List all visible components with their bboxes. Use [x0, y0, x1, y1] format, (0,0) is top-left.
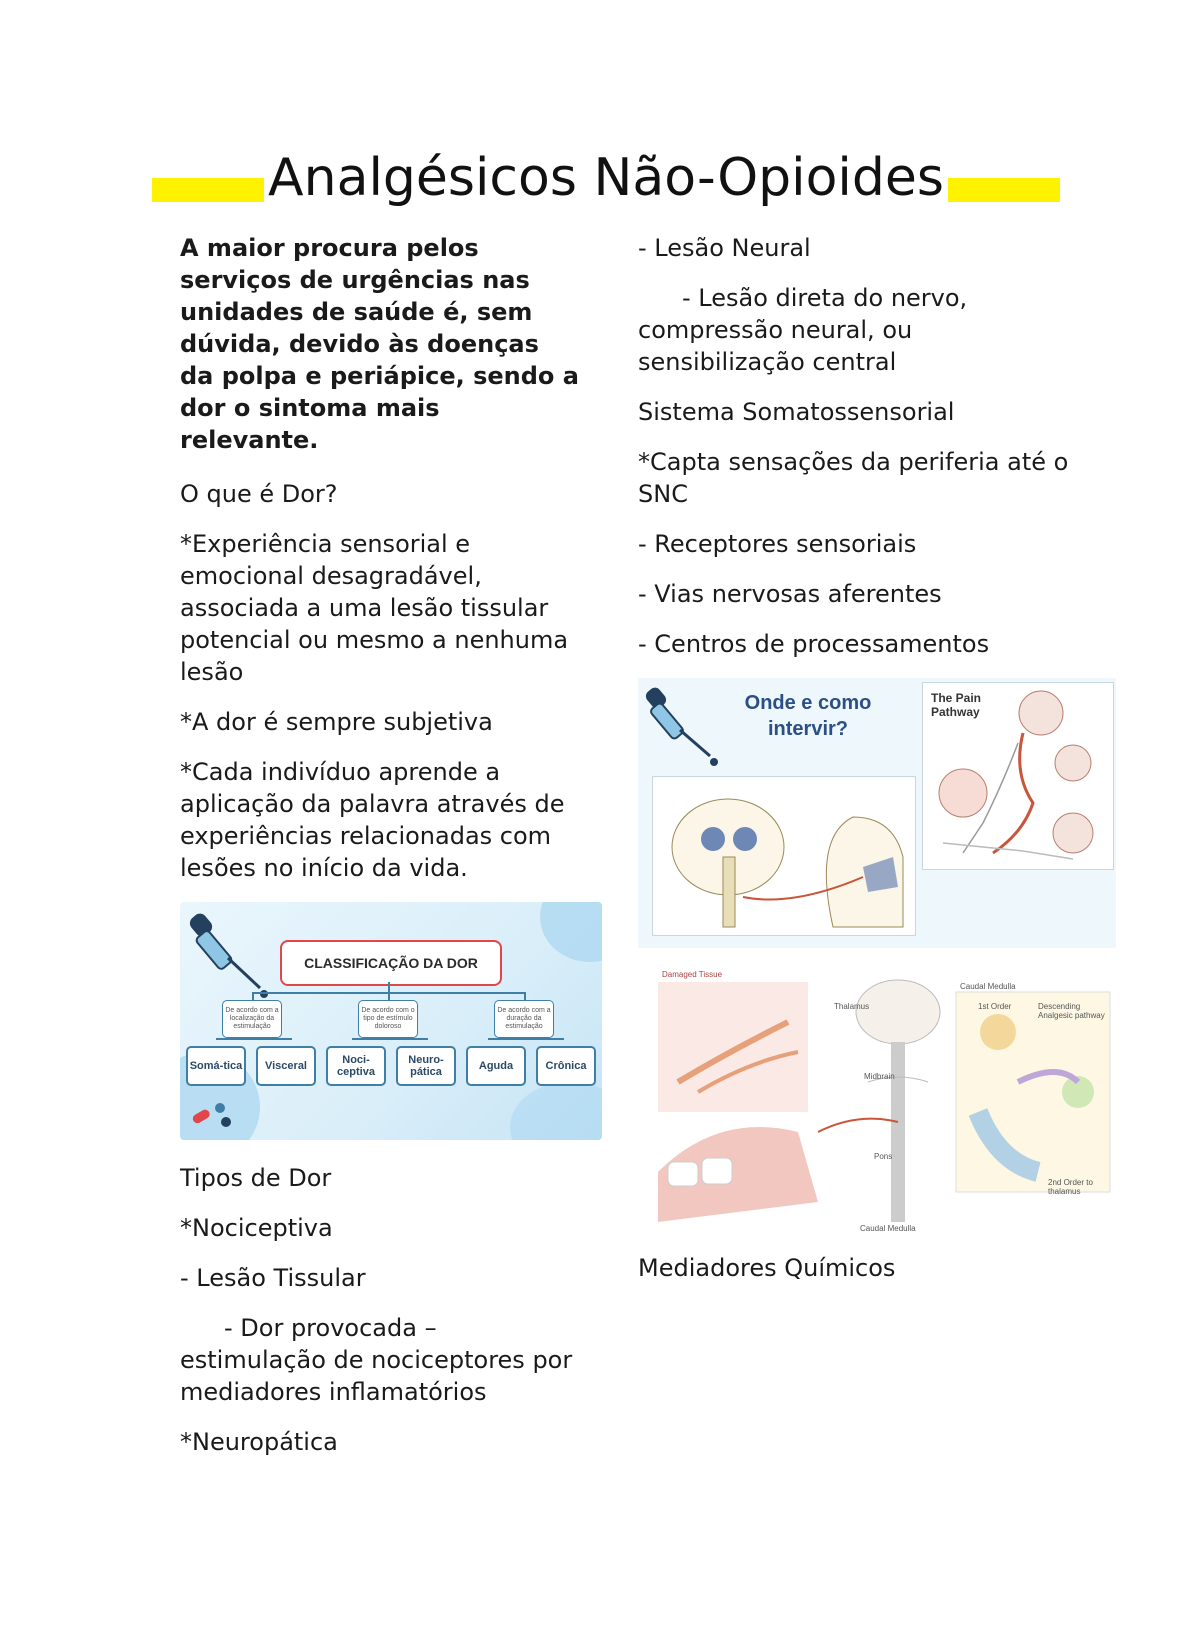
connector [388, 982, 390, 992]
dropper-icon [644, 684, 724, 768]
pain-pathway-label: The Pain Pathway [931, 691, 982, 719]
page-title: Analgésicos Não-Opioides [268, 148, 944, 208]
second-order-label: 2nd Order to thalamus [1048, 1178, 1093, 1196]
type-nociceptive: *Nociceptiva [180, 1214, 333, 1242]
classification-leaf: Crônica [536, 1046, 596, 1086]
learning-paragraph: *Cada indivíduo aprende a aplicação da palavra através de experiências relacionadas com lesões no início da vida. [180, 758, 565, 882]
brain-face-illustration [653, 777, 915, 935]
classification-leaf: Aguda [466, 1046, 526, 1086]
mediators-figure [638, 962, 1116, 1234]
left-column [180, 232, 587, 1476]
definition-paragraph: *Experiência sensorial e emocional desagradável, associada a uma lesão tissular potencial ou mesmo a nenhuma lesão [180, 530, 569, 686]
somatosensory-heading: Sistema Somatossensorial [638, 398, 955, 426]
classification-group: De acordo com a duração da estimulação [494, 1000, 554, 1038]
decor-blob [510, 1082, 602, 1140]
tissue-injury: - Lesão Tissular [180, 1264, 366, 1292]
intervention-heading: Onde e como intervir? [744, 692, 872, 740]
intervention-figure [638, 678, 1116, 948]
connector [524, 992, 526, 1000]
mediators-caption: Mediadores Químicos [638, 1254, 896, 1282]
classification-heading: CLASSIFICAÇÃO DA DOR [280, 940, 502, 986]
decor-blob [540, 902, 602, 962]
right-column [638, 232, 1105, 1302]
intro-paragraph: A maior procura pelos serviços de urgências nas unidades de saúde é, sem dúvida, devido às doenças da polpa e periápice, sendo a dor o sintoma mais relevante. [180, 234, 579, 454]
classification-leaf: Somá-tica [186, 1046, 246, 1086]
classification-leaf: Neuro-pática [396, 1046, 456, 1086]
classification-leaf: Visceral [256, 1046, 316, 1086]
damaged-tissue-label: Damaged Tissue [662, 970, 723, 979]
afferent-pathways: - Vias nervosas aferentes [638, 580, 942, 608]
pain-classification-figure [180, 902, 602, 1140]
pons-label: Pons [874, 1152, 893, 1161]
captures-sensations: *Capta sensações da periferia até o SNC [638, 448, 1069, 508]
processing-centers: - Centros de processamentos [638, 630, 990, 658]
thalamus-label: Thalamus [834, 1002, 870, 1011]
title-block [152, 148, 1060, 208]
classification-group: De acordo com a localização da estimulação [222, 1000, 282, 1038]
midbrain-label: Midbrain [864, 1072, 895, 1081]
first-order-label: 1st Order [978, 1002, 1012, 1011]
brain-face-panel [652, 776, 916, 936]
connector [388, 992, 390, 1000]
dropper-icon [188, 910, 278, 1000]
caudal-medulla-label: Caudal Medulla [860, 1224, 916, 1233]
sensory-receptors: - Receptores sensoriais [638, 530, 917, 558]
pain-pathway-panel [922, 682, 1114, 870]
neural-injury: - Lesão Neural [638, 234, 811, 262]
question-heading: O que é Dor? [180, 480, 338, 508]
provoked-pain: - Dor provocada – estimulação de nociceptores por mediadores inflamatórios [180, 1314, 573, 1406]
connector [252, 992, 254, 1000]
descending-pathway-label: Descending Analgesic pathway [1038, 1002, 1105, 1020]
neural-injury-detail: - Lesão direta do nervo, compressão neural, ou sensibilização central [638, 284, 968, 376]
connector [488, 1038, 564, 1040]
pills-icon [190, 1098, 234, 1132]
classification-leaf: Noci-ceptiva [326, 1046, 386, 1086]
connector [352, 1038, 428, 1040]
pain-pathway-illustration [923, 683, 1113, 869]
classification-group: De acordo com o tipo de estímulo doloroso [358, 1000, 418, 1038]
caudal-medulla-panel-label: Caudal Medulla [960, 982, 1016, 991]
connector [216, 1038, 292, 1040]
subjective-paragraph: *A dor é sempre subjetiva [180, 708, 493, 736]
type-neuropathic: *Neuropática [180, 1428, 338, 1456]
types-heading: Tipos de Dor [180, 1164, 332, 1192]
